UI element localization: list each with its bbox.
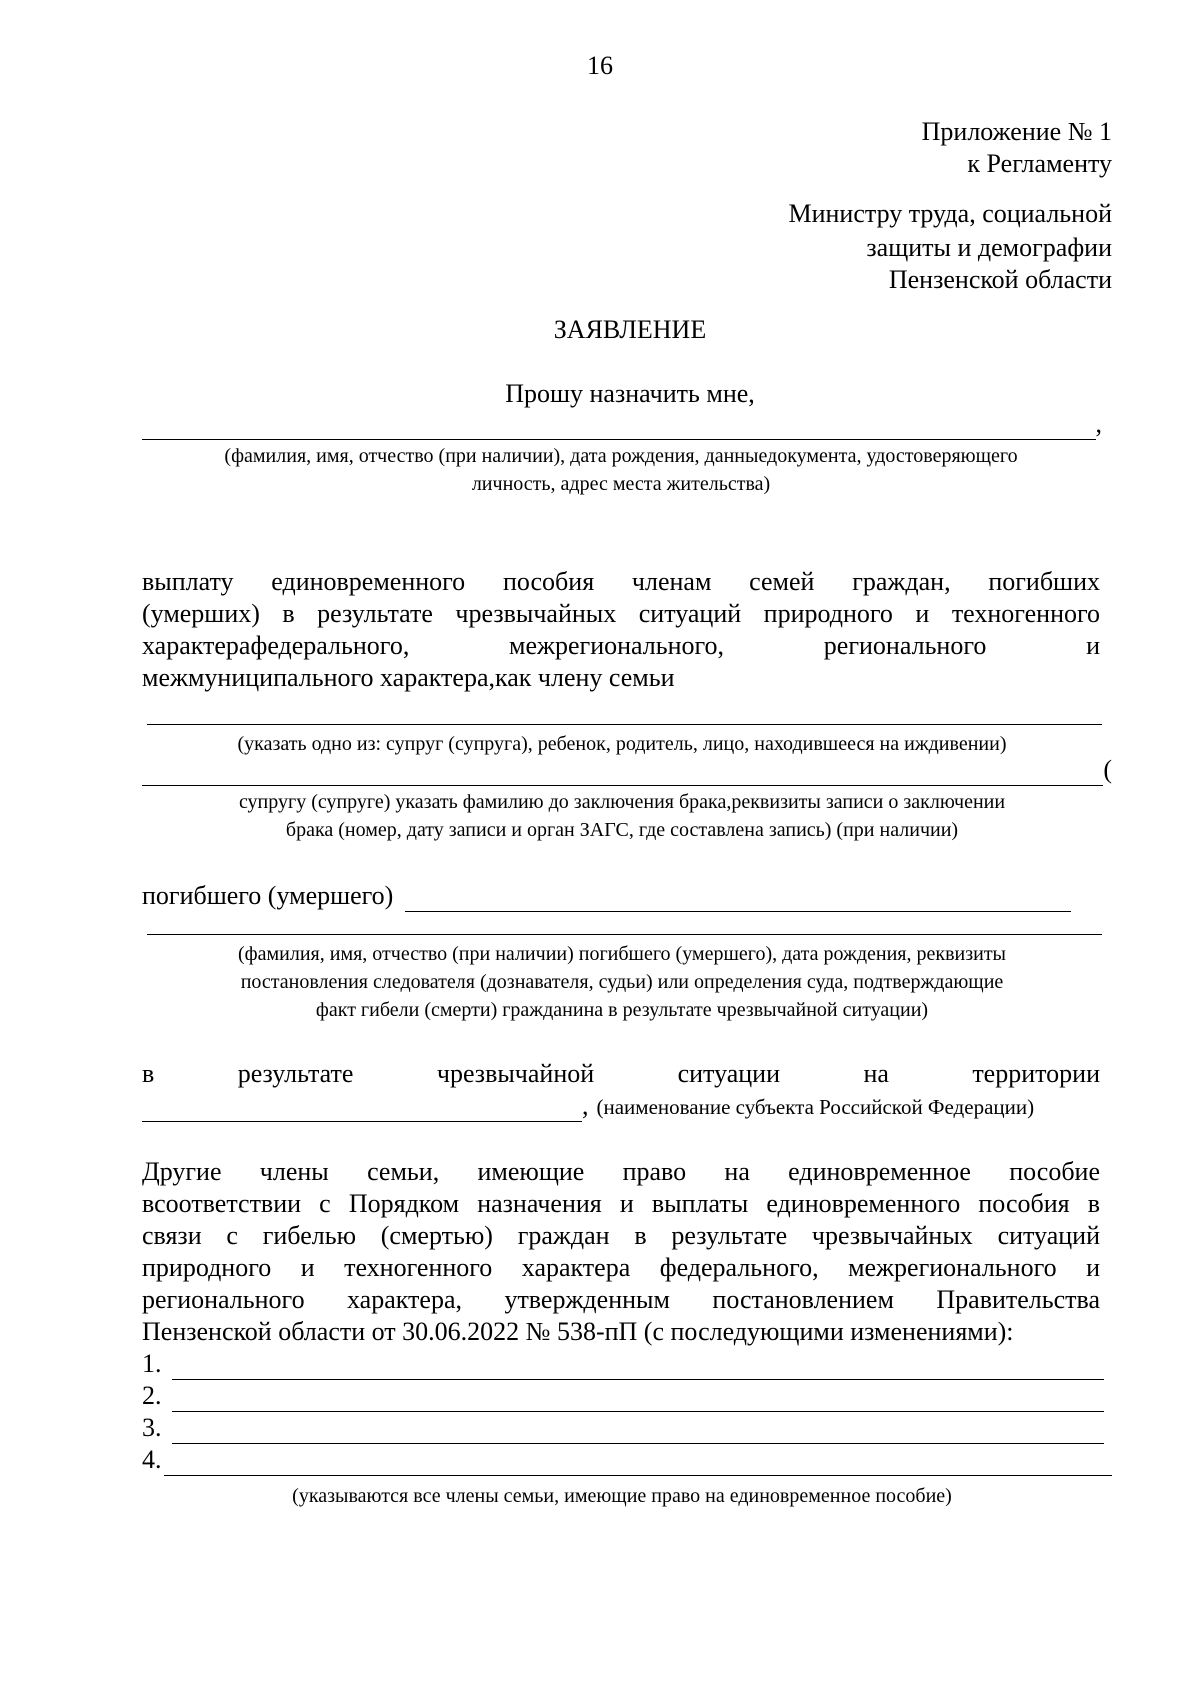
territory-text: в результате чрезвычайной ситуации на территории [142, 1059, 1100, 1088]
applicant-line-suffix: , [1095, 409, 1102, 438]
spouse-hint-line-2: брака (номер, дату записи и орган ЗАГС, где составлена запись) (при наличии) [285, 819, 959, 841]
addressee-line-3: Пензенской области [888, 265, 1112, 294]
page-number: 16 [587, 51, 613, 80]
territory-underline[interactable] [142, 1093, 582, 1122]
territory-suffix: , [582, 1091, 589, 1120]
deceased-label: погибшего (умершего) [142, 881, 394, 910]
applicant-hint-line-2: личность, адрес места жительства) [471, 473, 771, 495]
payment-text-line-3: характерафедерального, межрегионального, регионального и [142, 631, 1100, 660]
document-title: ЗАЯВЛЕНИЕ [553, 315, 707, 344]
deceased-second-underline[interactable] [147, 934, 1102, 935]
other-members-line-5: регионального характера, утвержденным постановлением Правительства [142, 1285, 1100, 1314]
member-number-2: 2. [142, 1381, 162, 1410]
payment-text-line-2: (умерших) в результате чрезвычайных ситуаций природного и техногенного [142, 599, 1100, 628]
appendix-label: Приложение № 1 [921, 117, 1112, 146]
other-members-line-2: всоответствии с Порядком назначения и выплаты единовременного пособия в [142, 1189, 1100, 1218]
member-underline-2[interactable] [172, 1383, 1105, 1412]
spouse-underline[interactable] [142, 757, 1103, 786]
territory-hint: (наименование субъекта Российской Федерации) [596, 1095, 1035, 1119]
applicant-underline[interactable] [142, 409, 1096, 440]
deceased-underline[interactable] [405, 883, 1071, 912]
deceased-hint-line-1: (фамилия, имя, отчество (при наличии) погибшего (умершего), дата рождения, реквизиты [238, 943, 1006, 965]
member-line-3[interactable] [142, 1412, 1104, 1444]
member-number-4: 4. [142, 1445, 162, 1474]
appendix-regulation: к Регламенту [967, 149, 1112, 178]
spouse-field[interactable] [142, 754, 1112, 786]
deceased-field[interactable] [142, 880, 1102, 912]
addressee-line-2: защиты и демографии [866, 233, 1112, 262]
members-hint: (указываются все члены семьи, имеющие право на единовременное пособие) [292, 1485, 952, 1507]
other-members-line-6: Пензенской области от 30.06.2022 № 538-пП (с последующими изменениями): [142, 1317, 1014, 1346]
other-members-line-1: Другие члены семьи, имеющие право на единовременное пособие [142, 1157, 1100, 1186]
member-number-3: 3. [142, 1413, 162, 1442]
relation-underline[interactable] [147, 724, 1102, 725]
payment-text-line-1: выплату единовременного пособия членам семей граждан, погибших [142, 567, 1100, 596]
member-underline-3[interactable] [172, 1415, 1105, 1444]
member-number-1: 1. [142, 1349, 162, 1378]
spouse-hint-line-1: супругу (супруге) указать фамилию до заключения брака,реквизиты записи о заключении [238, 791, 1006, 813]
other-members-line-4: природного и техногенного характера федерального, межрегионального и [142, 1253, 1100, 1282]
deceased-hint-line-2: постановления следователя (дознавателя, судьи) или определения суда, подтверждающие [240, 971, 1004, 993]
relation-hint: (указать одно из: супруг (супруга), ребенок, родитель, лицо, находившееся на иждивении) [237, 733, 1007, 755]
spouse-line-suffix: ( [1103, 755, 1112, 784]
member-line-1[interactable] [142, 1348, 1104, 1380]
member-line-2[interactable] [142, 1380, 1104, 1412]
territory-field[interactable] [142, 1090, 1034, 1122]
applicant-field[interactable] [142, 408, 1102, 440]
deceased-hint-line-3: факт гибели (смерти) гражданина в результате чрезвычайной ситуации) [315, 999, 929, 1021]
payment-text-line-4: межмуниципального характера,как члену семьи [142, 663, 675, 692]
other-members-line-3: связи с гибелью (смертью) граждан в результате чрезвычайных ситуаций [142, 1221, 1100, 1250]
request-intro: Прошу назначить мне, [505, 379, 755, 408]
addressee-line-1: Министру труда, социальной [788, 199, 1112, 228]
member-line-4[interactable] [142, 1444, 1112, 1476]
applicant-hint-line-1: (фамилия, имя, отчество (при наличии), дата рождения, данныедокумента, удостоверяющего [224, 445, 1018, 467]
member-underline-1[interactable] [172, 1351, 1105, 1380]
member-underline-4[interactable] [164, 1447, 1113, 1476]
